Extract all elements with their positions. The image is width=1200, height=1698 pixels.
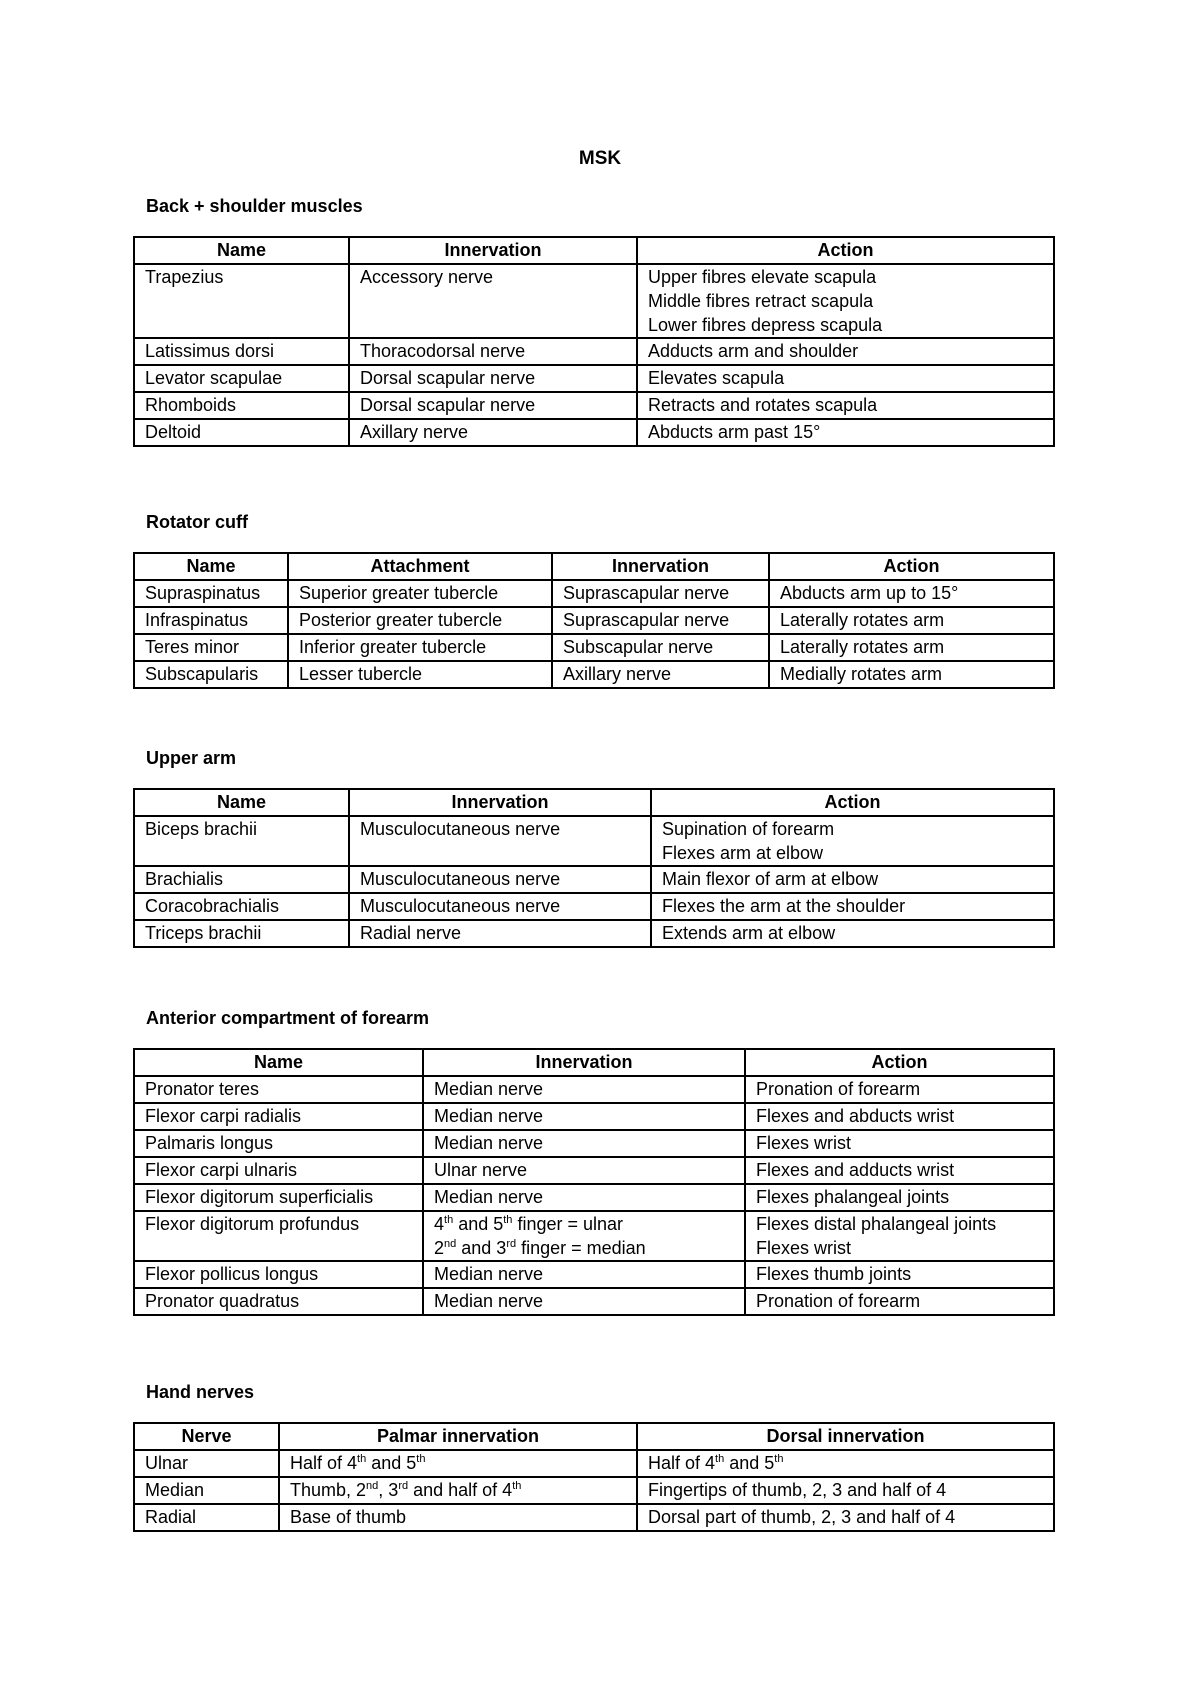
name-cell: Infraspinatus bbox=[134, 607, 288, 634]
table-row bbox=[134, 1103, 1054, 1130]
action-cell bbox=[745, 1288, 1054, 1315]
ordinal-suffix: th bbox=[416, 1453, 426, 1465]
ordinal-suffix: nd bbox=[444, 1238, 457, 1250]
cell-line: Elevates scapula bbox=[648, 368, 785, 388]
table-row bbox=[134, 365, 1054, 392]
column-header: Action bbox=[637, 237, 1054, 264]
table-row bbox=[134, 1211, 1054, 1261]
column-header: Name bbox=[134, 1049, 423, 1076]
action-cell: Medially rotates arm bbox=[769, 661, 1054, 688]
section-heading-forearm: Anterior compartment of forearm bbox=[146, 1008, 430, 1028]
cell-line: Median nerve bbox=[434, 1291, 544, 1311]
text-segment: Base of thumb bbox=[290, 1507, 407, 1527]
section-heading-hand-nerves: Hand nerves bbox=[146, 1382, 255, 1402]
innervation-cell bbox=[423, 1130, 745, 1157]
table-row bbox=[134, 1184, 1054, 1211]
action-cell bbox=[637, 392, 1054, 419]
cell-line: Retracts and rotates scapula bbox=[648, 395, 878, 415]
text-segment: 2 bbox=[434, 1238, 445, 1258]
name-cell: Flexor carpi ulnaris bbox=[134, 1157, 423, 1184]
cell-line: Flexes wrist bbox=[756, 1133, 852, 1153]
cell-line: Flexes and adducts wrist bbox=[756, 1160, 955, 1180]
table-body bbox=[134, 580, 1054, 688]
cell-line: Abducts arm past 15° bbox=[648, 422, 821, 442]
cell-line: Middle fibres retract scapula bbox=[648, 291, 874, 311]
text-segment: and 5 bbox=[366, 1453, 417, 1473]
nerve-cell: Median bbox=[134, 1477, 279, 1504]
cell-line: Pronation of forearm bbox=[756, 1291, 921, 1311]
table-header-row bbox=[134, 789, 1054, 816]
name-cell: Deltoid bbox=[134, 419, 349, 446]
cell-line: Supination of forearm bbox=[662, 819, 835, 839]
column-header: Palmar innervation bbox=[279, 1423, 637, 1450]
table-header-row bbox=[134, 553, 1054, 580]
action-cell bbox=[637, 338, 1054, 365]
innervation-cell: Subscapular nerve bbox=[552, 634, 769, 661]
column-header: Innervation bbox=[349, 789, 651, 816]
nerve-cell: Ulnar bbox=[134, 1450, 279, 1477]
action-cell bbox=[651, 920, 1054, 947]
ordinal-suffix: th bbox=[444, 1214, 454, 1226]
ordinal-suffix: th bbox=[503, 1214, 513, 1226]
table-header-row bbox=[134, 1423, 1054, 1450]
column-header: Innervation bbox=[349, 237, 637, 264]
text-segment: , 3 bbox=[378, 1480, 399, 1500]
text-segment: Fingertips of thumb, 2, 3 and half of 4 bbox=[648, 1480, 947, 1500]
column-header: Name bbox=[134, 553, 288, 580]
table-row bbox=[134, 1450, 1054, 1477]
table-row bbox=[134, 419, 1054, 446]
column-header: Dorsal innervation bbox=[637, 1423, 1054, 1450]
table-row bbox=[134, 661, 1054, 688]
cell-line: Flexes and abducts wrist bbox=[756, 1106, 955, 1126]
table-row bbox=[134, 1504, 1054, 1531]
table-row bbox=[134, 634, 1054, 661]
dorsal-innervation-cell bbox=[637, 1450, 1054, 1477]
name-cell: Coracobrachialis bbox=[134, 893, 349, 920]
name-cell: Pronator teres bbox=[134, 1076, 423, 1103]
table-row bbox=[134, 1261, 1054, 1288]
innervation-cell: Accessory nerve bbox=[349, 264, 637, 338]
innervation-cell bbox=[423, 1288, 745, 1315]
cell-line bbox=[434, 1212, 734, 1236]
name-cell: Latissimus dorsi bbox=[134, 338, 349, 365]
column-header: Action bbox=[745, 1049, 1054, 1076]
cell-line: Flexes phalangeal joints bbox=[756, 1187, 950, 1207]
cell-line: Lower fibres depress scapula bbox=[648, 315, 883, 335]
attachment-cell: Superior greater tubercle bbox=[288, 580, 552, 607]
table-row bbox=[134, 1076, 1054, 1103]
name-cell: Biceps brachii bbox=[134, 816, 349, 866]
table-body bbox=[134, 1076, 1054, 1315]
upper-arm-table bbox=[133, 788, 1055, 948]
ordinal-suffix: rd bbox=[506, 1238, 517, 1250]
cell-line: Median nerve bbox=[434, 1106, 544, 1126]
innervation-cell bbox=[423, 1261, 745, 1288]
action-cell: Abducts arm up to 15° bbox=[769, 580, 1054, 607]
ordinal-suffix: rd bbox=[398, 1480, 409, 1492]
innervation-cell: Musculocutaneous nerve bbox=[349, 866, 651, 893]
action-cell bbox=[651, 866, 1054, 893]
attachment-cell: Posterior greater tubercle bbox=[288, 607, 552, 634]
cell-line: Flexes wrist bbox=[756, 1238, 852, 1258]
text-segment: Thumb, 2 bbox=[290, 1480, 367, 1500]
name-cell: Flexor digitorum profundus bbox=[134, 1211, 423, 1261]
palmar-innervation-cell bbox=[279, 1450, 637, 1477]
column-header: Name bbox=[134, 237, 349, 264]
action-cell bbox=[745, 1211, 1054, 1261]
rotator-cuff-table bbox=[133, 552, 1055, 689]
innervation-cell bbox=[423, 1076, 745, 1103]
innervation-cell: Musculocutaneous nerve bbox=[349, 893, 651, 920]
text-segment: and 3 bbox=[456, 1238, 507, 1258]
table-row bbox=[134, 1130, 1054, 1157]
innervation-cell bbox=[423, 1211, 745, 1261]
action-cell bbox=[637, 264, 1054, 338]
cell-line: Adducts arm and shoulder bbox=[648, 341, 859, 361]
cell-line: Median nerve bbox=[434, 1133, 544, 1153]
name-cell: Trapezius bbox=[134, 264, 349, 338]
table-row bbox=[134, 264, 1054, 338]
section-heading-rotator-cuff: Rotator cuff bbox=[146, 512, 248, 532]
column-header: Action bbox=[769, 553, 1054, 580]
cell-line: Upper fibres elevate scapula bbox=[648, 267, 877, 287]
table-row bbox=[134, 1477, 1054, 1504]
table-row bbox=[134, 816, 1054, 866]
name-cell: Rhomboids bbox=[134, 392, 349, 419]
palmar-innervation-cell bbox=[279, 1504, 637, 1531]
column-header: Innervation bbox=[552, 553, 769, 580]
table-body bbox=[134, 264, 1054, 446]
action-cell bbox=[637, 419, 1054, 446]
cell-line: Median nerve bbox=[434, 1079, 544, 1099]
name-cell: Flexor carpi radialis bbox=[134, 1103, 423, 1130]
innervation-cell: Suprascapular nerve bbox=[552, 580, 769, 607]
dorsal-innervation-cell bbox=[637, 1504, 1054, 1531]
table-row bbox=[134, 1288, 1054, 1315]
table-row bbox=[134, 893, 1054, 920]
action-cell bbox=[745, 1184, 1054, 1211]
action-cell bbox=[745, 1157, 1054, 1184]
section-heading-upper-arm: Upper arm bbox=[146, 748, 237, 768]
hand-nerves-table bbox=[133, 1422, 1055, 1532]
innervation-cell: Axillary nerve bbox=[349, 419, 637, 446]
innervation-cell: Radial nerve bbox=[349, 920, 651, 947]
nerve-cell: Radial bbox=[134, 1504, 279, 1531]
action-cell bbox=[745, 1130, 1054, 1157]
text-segment: Dorsal part of thumb, 2, 3 and half of 4 bbox=[648, 1507, 956, 1527]
cell-line: Median nerve bbox=[434, 1187, 544, 1207]
action-cell bbox=[745, 1261, 1054, 1288]
text-segment: Half of 4 bbox=[648, 1453, 716, 1473]
cell-line: Flexes thumb joints bbox=[756, 1264, 912, 1284]
column-header: Attachment bbox=[288, 553, 552, 580]
text-segment: and 5 bbox=[724, 1453, 775, 1473]
cell-line: Ulnar nerve bbox=[434, 1160, 528, 1180]
innervation-cell: Thoracodorsal nerve bbox=[349, 338, 637, 365]
text-segment: 4 bbox=[434, 1214, 445, 1234]
name-cell: Levator scapulae bbox=[134, 365, 349, 392]
action-cell bbox=[651, 816, 1054, 866]
cell-line: Median nerve bbox=[434, 1264, 544, 1284]
column-header: Action bbox=[651, 789, 1054, 816]
ordinal-suffix: th bbox=[357, 1453, 367, 1465]
cell-line: Flexes arm at elbow bbox=[662, 843, 824, 863]
name-cell: Triceps brachii bbox=[134, 920, 349, 947]
column-header: Innervation bbox=[423, 1049, 745, 1076]
text-segment: and half of 4 bbox=[408, 1480, 513, 1500]
cell-line bbox=[434, 1236, 734, 1260]
action-cell: Laterally rotates arm bbox=[769, 607, 1054, 634]
innervation-cell: Suprascapular nerve bbox=[552, 607, 769, 634]
table-row bbox=[134, 607, 1054, 634]
innervation-cell: Dorsal scapular nerve bbox=[349, 365, 637, 392]
table-row bbox=[134, 580, 1054, 607]
innervation-cell: Dorsal scapular nerve bbox=[349, 392, 637, 419]
innervation-cell: Musculocutaneous nerve bbox=[349, 816, 651, 866]
page-title: MSK bbox=[578, 148, 622, 169]
cell-line: Extends arm at elbow bbox=[662, 923, 836, 943]
name-cell: Pronator quadratus bbox=[134, 1288, 423, 1315]
action-cell bbox=[745, 1076, 1054, 1103]
action-cell bbox=[637, 365, 1054, 392]
innervation-cell bbox=[423, 1184, 745, 1211]
attachment-cell: Inferior greater tubercle bbox=[288, 634, 552, 661]
name-cell: Palmaris longus bbox=[134, 1130, 423, 1157]
table-header-row bbox=[134, 237, 1054, 264]
text-segment: finger = median bbox=[516, 1238, 646, 1258]
innervation-cell bbox=[423, 1103, 745, 1130]
name-cell: Subscapularis bbox=[134, 661, 288, 688]
action-cell bbox=[651, 893, 1054, 920]
ordinal-suffix: th bbox=[715, 1453, 725, 1465]
cell-line: Flexes the arm at the shoulder bbox=[662, 896, 906, 916]
table-row bbox=[134, 392, 1054, 419]
ordinal-suffix: th bbox=[774, 1453, 784, 1465]
table-row bbox=[134, 920, 1054, 947]
text-segment: finger = ulnar bbox=[512, 1214, 624, 1234]
name-cell: Supraspinatus bbox=[134, 580, 288, 607]
cell-line: Main flexor of arm at elbow bbox=[662, 869, 879, 889]
innervation-cell: Axillary nerve bbox=[552, 661, 769, 688]
column-header: Nerve bbox=[134, 1423, 279, 1450]
section-heading-back-shoulder: Back + shoulder muscles bbox=[146, 196, 363, 216]
text-segment: Half of 4 bbox=[290, 1453, 358, 1473]
forearm-table bbox=[133, 1048, 1055, 1316]
name-cell: Teres minor bbox=[134, 634, 288, 661]
text-segment: and 5 bbox=[453, 1214, 504, 1234]
table-row bbox=[134, 1157, 1054, 1184]
column-header: Name bbox=[134, 789, 349, 816]
ordinal-suffix: th bbox=[512, 1480, 522, 1492]
cell-line: Pronation of forearm bbox=[756, 1079, 921, 1099]
attachment-cell: Lesser tubercle bbox=[288, 661, 552, 688]
cell-line: Flexes distal phalangeal joints bbox=[756, 1214, 997, 1234]
table-row bbox=[134, 866, 1054, 893]
table-row bbox=[134, 338, 1054, 365]
name-cell: Brachialis bbox=[134, 866, 349, 893]
action-cell: Laterally rotates arm bbox=[769, 634, 1054, 661]
dorsal-innervation-cell bbox=[637, 1477, 1054, 1504]
back-shoulder-table bbox=[133, 236, 1055, 447]
name-cell: Flexor digitorum superficialis bbox=[134, 1184, 423, 1211]
table-body bbox=[134, 816, 1054, 947]
innervation-cell bbox=[423, 1157, 745, 1184]
action-cell bbox=[745, 1103, 1054, 1130]
table-header-row bbox=[134, 1049, 1054, 1076]
ordinal-suffix: nd bbox=[366, 1480, 379, 1492]
name-cell: Flexor pollicus longus bbox=[134, 1261, 423, 1288]
palmar-innervation-cell bbox=[279, 1477, 637, 1504]
table-body bbox=[134, 1450, 1054, 1531]
